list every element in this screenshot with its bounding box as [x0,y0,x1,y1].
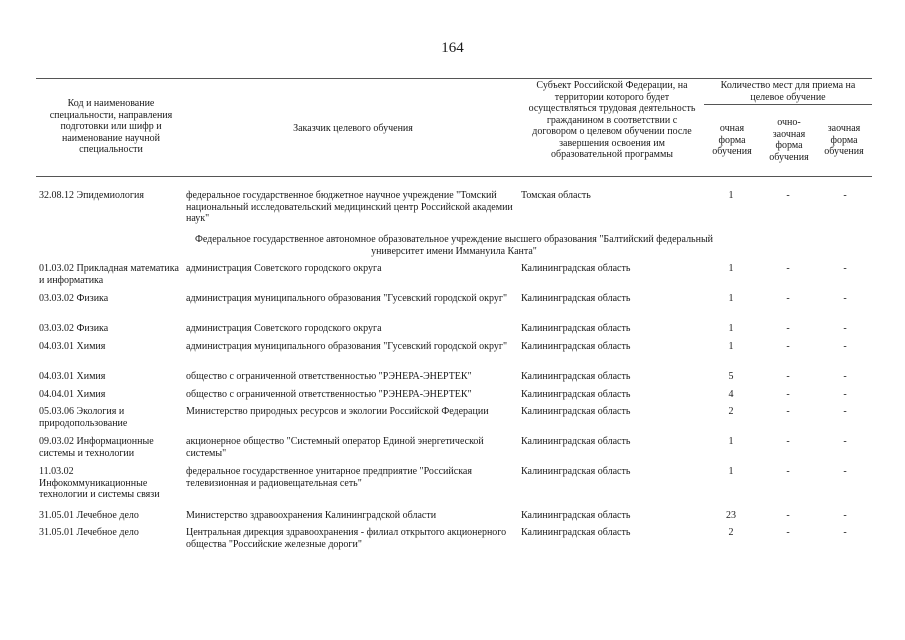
header-full-time: очная форма обучения [712,123,752,157]
row-extramural: - [843,466,847,477]
row-customer: Центральная дирекция здравоохранения - филиал открытого акционерного общества "Российские железные дороги" [186,527,507,550]
page-number: 164 [441,40,464,56]
row-customer: администрация Советского городского округа [186,263,382,274]
row-extramural: - [843,436,847,447]
header-part-time: очно-заочная форма обучения [769,117,809,163]
row-full-time: 2 [728,527,734,538]
header-code: Код и наименование специальности, направления подготовки или шифр и наименование научной специальности [49,98,173,155]
row-extramural: - [843,527,847,538]
row-code: 01.03.02 Прикладная математика и информатика [39,263,179,286]
row-part-time: - [786,293,790,304]
row-full-time: 1 [728,466,734,477]
row-extramural: - [843,406,847,417]
row-customer: Министерство природных ресурсов и экологии Российской Федерации [186,406,489,417]
row-region: Калининградская область [521,263,631,274]
header-extramural: заочная форма обучения [824,123,864,157]
places-subheader-rule [704,104,872,105]
organization-heading: Федеральное государственное автономное образовательное учреждение высшего образования "Балтийский федеральный университет имени Иммануила Канта" [194,234,714,257]
header-customer: Заказчик целевого обучения [293,123,413,134]
row-extramural: - [843,510,847,521]
row-full-time: 1 [728,323,734,334]
row-region: Калининградская область [521,510,631,521]
row-code: 05.03.06 Экология и природопользование [39,406,128,429]
row-customer: администрация муниципального образования "Гусевский городской округ" [186,341,508,352]
row-part-time: - [786,527,790,538]
row-full-time: 23 [726,510,736,521]
row-extramural: - [843,293,847,304]
row-part-time: - [786,436,790,447]
row-extramural: - [843,371,847,382]
row-code: 32.08.12 Эпидемиология [39,190,144,201]
row-customer: администрация Советского городского округа [186,323,382,334]
row-code: 31.05.01 Лечебное дело [39,510,139,521]
row-customer: акционерное общество "Системный оператор Единой энергетической системы" [186,436,484,459]
row-full-time: 1 [728,293,734,304]
row-region: Калининградская область [521,341,631,352]
row-customer: федеральное государственное унитарное предприятие "Российская телевизионная и радиовещательная сеть" [186,466,472,489]
row-full-time: 5 [728,371,734,382]
row-code: 04.04.01 Химия [39,389,106,400]
row-region: Томская область [521,190,591,201]
header-region: Субъект Российской Федерации, на территории которого будет осуществляться трудовая деятельность гражданином в соответствии с договором о целевом обучении после завершения освоения им образовательной программы [528,80,696,160]
row-extramural: - [843,341,847,352]
row-part-time: - [786,190,790,201]
row-code: 03.03.02 Физика [39,323,109,334]
row-code: 11.03.02 Инфокоммуникационные технологии и системы связи [39,466,160,500]
row-code: 31.05.01 Лечебное дело [39,527,139,538]
table-header-bottom-rule [36,176,872,177]
row-extramural: - [843,263,847,274]
row-full-time: 1 [728,263,734,274]
row-region: Калининградская область [521,371,631,382]
row-part-time: - [786,371,790,382]
row-part-time: - [786,406,790,417]
row-region: Калининградская область [521,323,631,334]
row-extramural: - [843,190,847,201]
header-places: Количество мест для приема на целевое обучение [720,80,856,103]
row-region: Калининградская область [521,293,631,304]
row-region: Калининградская область [521,436,631,447]
row-part-time: - [786,323,790,334]
row-customer: общество с ограниченной ответственностью "РЭНЕРА-ЭНЕРТЕК" [186,389,472,400]
row-part-time: - [786,263,790,274]
row-part-time: - [786,389,790,400]
row-customer: Министерство здравоохранения Калининградской области [186,510,437,521]
row-extramural: - [843,389,847,400]
row-customer: федеральное государственное бюджетное научное учреждение "Томский национальный исследовательский медицинский центр Российской академии наук" [186,190,513,224]
row-part-time: - [786,510,790,521]
row-full-time: 1 [728,436,734,447]
row-full-time: 1 [728,190,734,201]
row-code: 03.03.02 Физика [39,293,109,304]
row-full-time: 2 [728,406,734,417]
row-full-time: 4 [728,389,734,400]
row-code: 04.03.01 Химия [39,371,106,382]
row-customer: администрация муниципального образования "Гусевский городской округ" [186,293,508,304]
row-full-time: 1 [728,341,734,352]
row-region: Калининградская область [521,527,631,538]
row-part-time: - [786,341,790,352]
row-code: 09.03.02 Информационные системы и технологии [39,436,154,459]
table-top-rule [36,78,872,79]
row-customer: общество с ограниченной ответственностью "РЭНЕРА-ЭНЕРТЕК" [186,371,472,382]
row-part-time: - [786,466,790,477]
row-region: Калининградская область [521,389,631,400]
row-code: 04.03.01 Химия [39,341,106,352]
row-extramural: - [843,323,847,334]
row-region: Калининградская область [521,466,631,477]
row-region: Калининградская область [521,406,631,417]
